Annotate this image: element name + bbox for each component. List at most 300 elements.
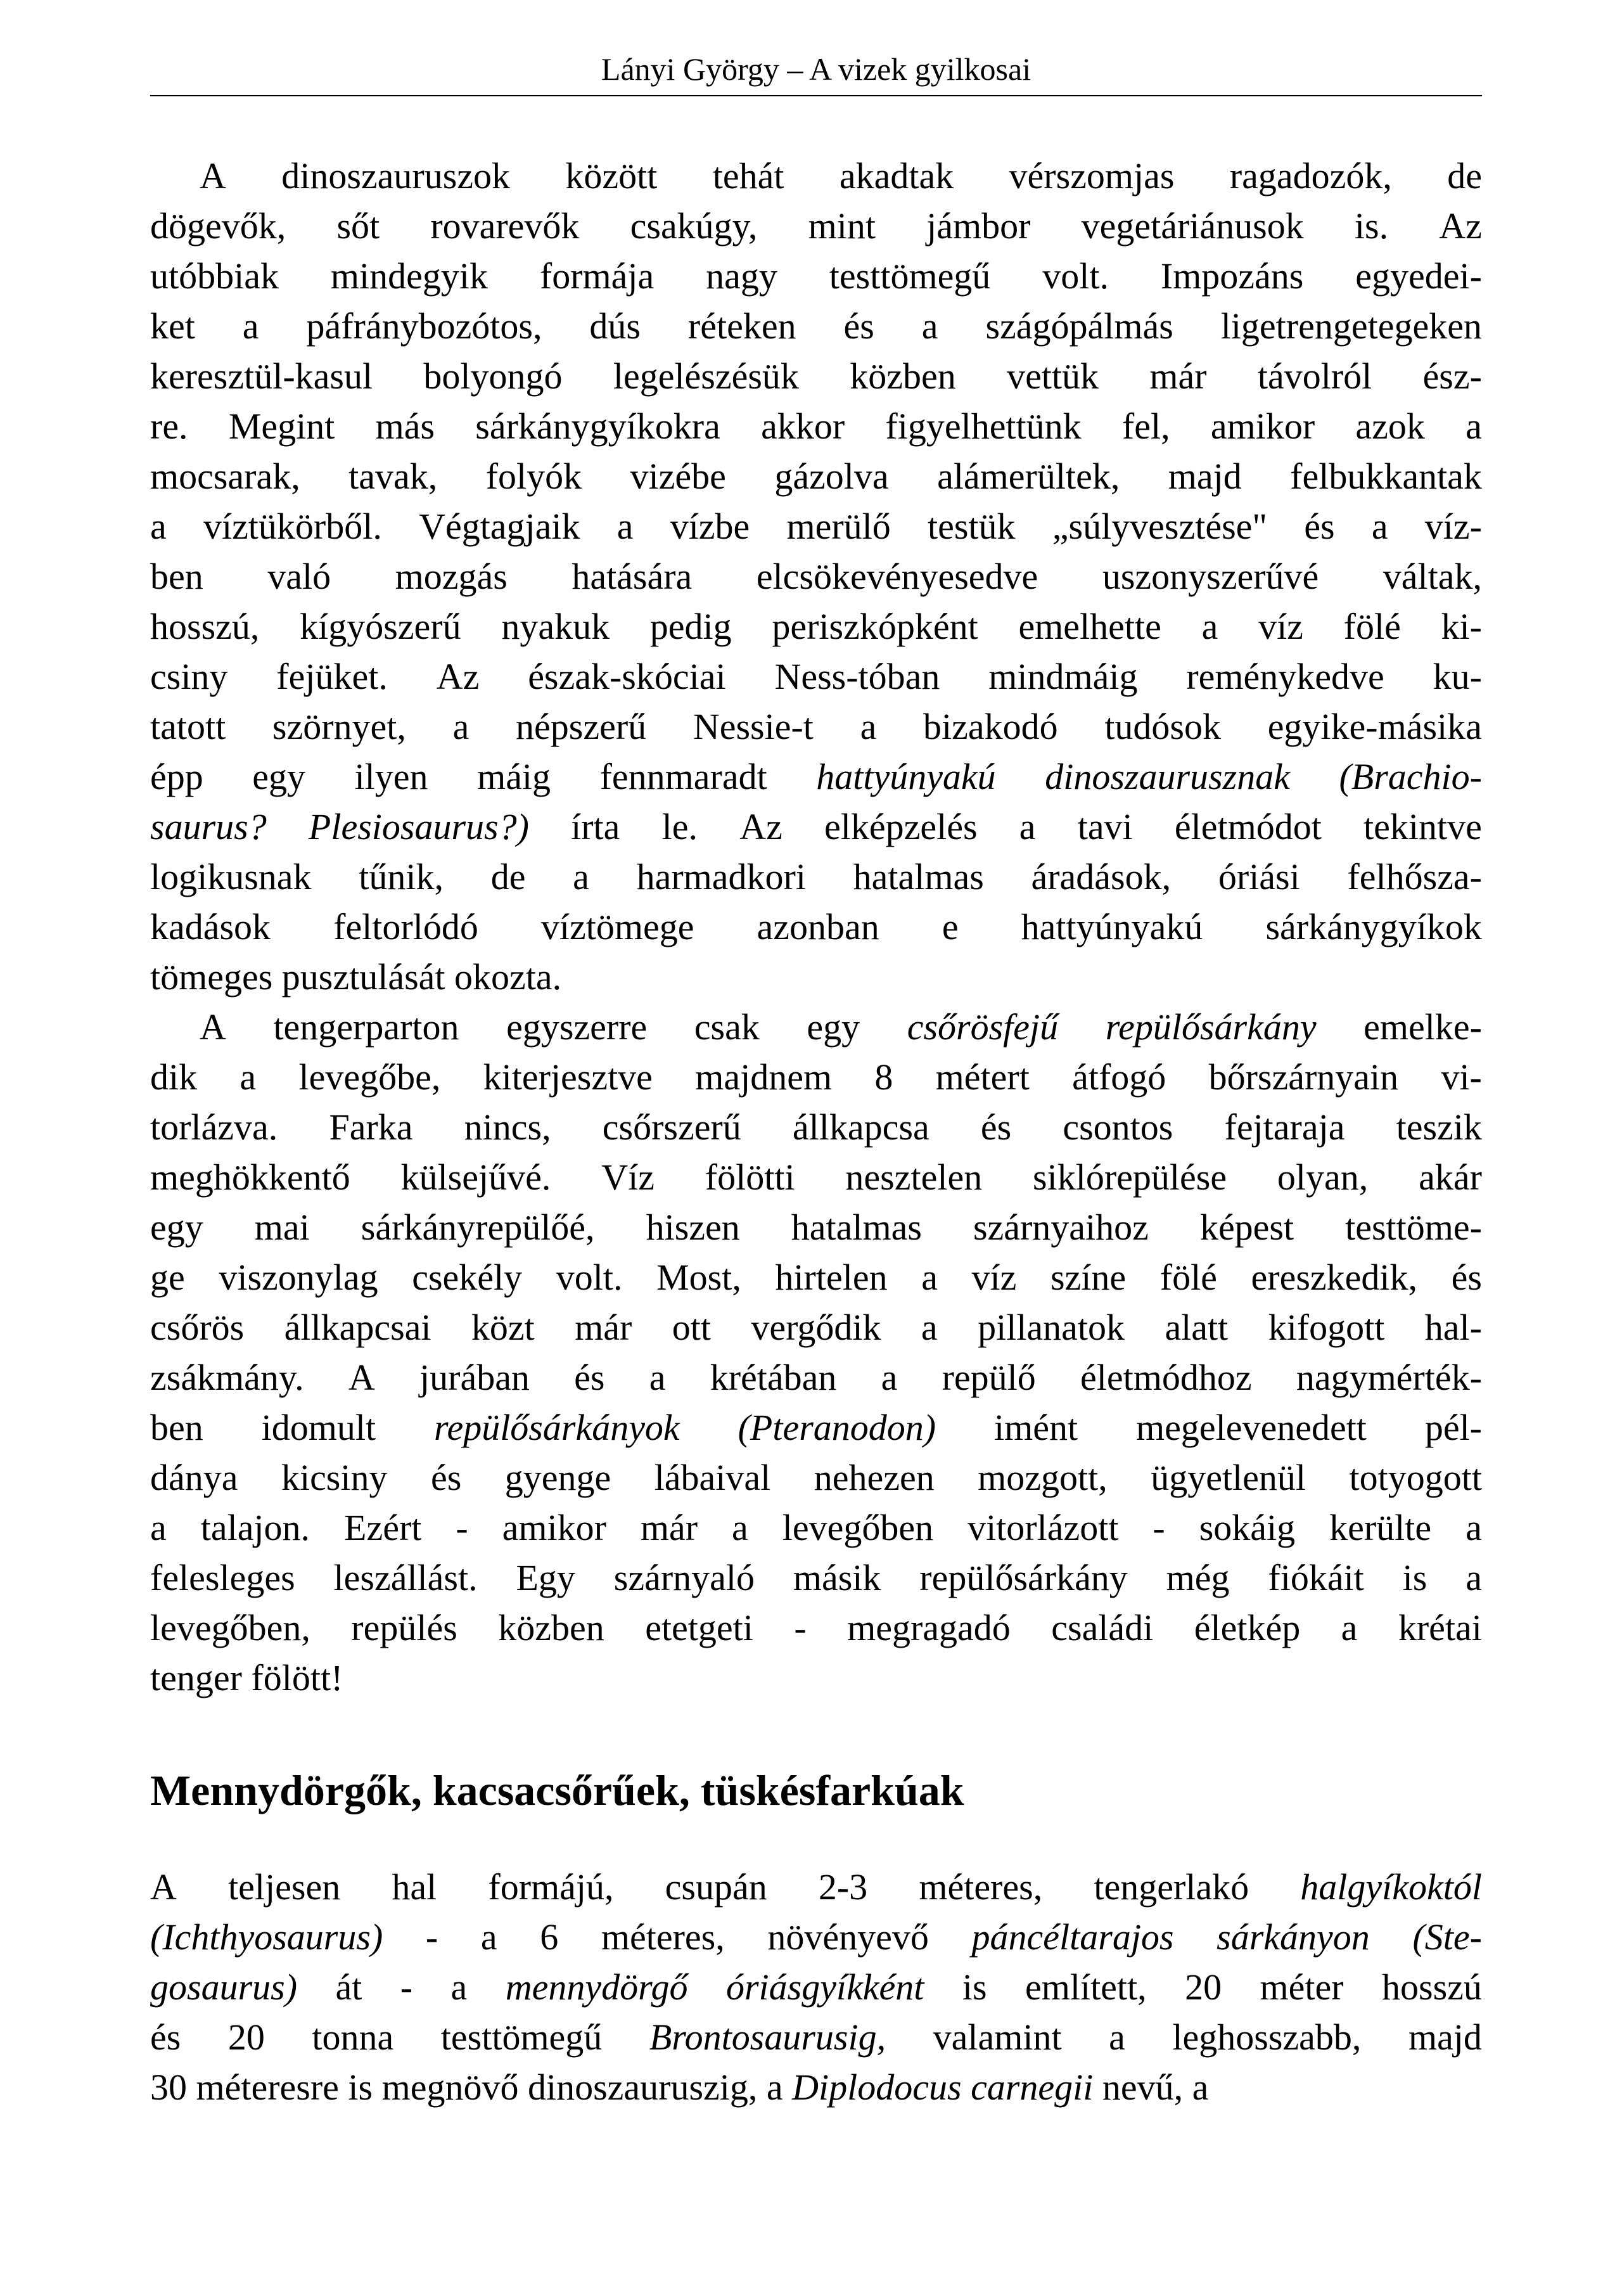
word: a xyxy=(150,506,167,547)
word: fel, xyxy=(1121,406,1170,447)
text-line xyxy=(150,1862,1482,1912)
word: áradások, xyxy=(1031,856,1172,897)
word: Végtagjaik xyxy=(419,506,580,547)
text-line xyxy=(150,501,1482,551)
word: még xyxy=(1166,1557,1230,1598)
word: A xyxy=(200,1006,226,1048)
word: tatott xyxy=(150,706,226,747)
word: kiterjesztve xyxy=(483,1056,653,1098)
word: dinoszauruszok xyxy=(281,155,511,196)
running-header: Lányi György – A vizek gyilkosai xyxy=(601,51,1031,87)
word: „súlyvesztése" xyxy=(1052,506,1268,547)
word: ereszkedik, xyxy=(1251,1257,1417,1298)
word: fölé xyxy=(1343,606,1401,647)
word: a xyxy=(732,1507,748,1548)
word: bolyongó xyxy=(423,356,563,397)
word: tömeges xyxy=(150,956,273,997)
text-line xyxy=(150,952,1482,1002)
word: és xyxy=(430,1457,462,1498)
word: csekély xyxy=(412,1257,523,1298)
word: távolról xyxy=(1257,356,1372,397)
word: tűnik, xyxy=(359,856,444,897)
word: formájú, xyxy=(488,1866,614,1908)
text-line xyxy=(150,752,1482,802)
word: torlázva. xyxy=(150,1106,278,1148)
word: már xyxy=(640,1507,698,1548)
word: pusztulását xyxy=(281,956,445,997)
word: bizakodó xyxy=(923,706,1058,747)
word: csakúgy, xyxy=(630,205,758,247)
word: és xyxy=(843,305,874,347)
word: vízbe xyxy=(670,506,750,547)
text-line xyxy=(150,852,1482,902)
word: szárnyaló xyxy=(613,1557,755,1598)
word: felbukkantak xyxy=(1290,456,1482,497)
word: merülő xyxy=(786,506,891,547)
word: totyogott xyxy=(1349,1457,1482,1498)
word: csupán xyxy=(665,1866,767,1908)
word: sőt xyxy=(336,205,380,247)
word: dinoszaurusznak xyxy=(1045,756,1290,797)
text-line xyxy=(150,1962,1482,2012)
word: levegőben, xyxy=(150,1607,310,1648)
word: rovarevők xyxy=(430,205,580,247)
word: le. xyxy=(661,806,698,847)
word: Víz xyxy=(601,1157,655,1198)
word: ket xyxy=(150,305,195,347)
word: nesztelen xyxy=(845,1157,983,1198)
word: siklórepülése xyxy=(1033,1157,1227,1198)
word: repülősárkányok xyxy=(434,1407,680,1448)
word: a xyxy=(921,1307,938,1348)
word: és xyxy=(150,2017,181,2058)
word: ész- xyxy=(1422,356,1482,397)
word: uszonyszerűvé xyxy=(1102,556,1319,597)
word: csontos xyxy=(1063,1106,1173,1148)
word: sárkányon xyxy=(1216,1916,1370,1958)
word: víz xyxy=(1258,606,1303,647)
word: leszállást. xyxy=(333,1557,478,1598)
text-line xyxy=(150,1102,1482,1152)
word: tavak, xyxy=(348,456,438,497)
word: ragadozók, xyxy=(1229,155,1392,196)
word: hosszú, xyxy=(150,606,260,647)
word: jámbor xyxy=(926,205,1031,247)
word: emelke- xyxy=(1363,1006,1482,1048)
word: A xyxy=(200,155,226,196)
word: a xyxy=(239,1056,257,1098)
word: elcsökevényesedve xyxy=(756,556,1038,597)
word: legelészésük xyxy=(613,356,799,397)
word: fölött! xyxy=(251,1657,343,1698)
word: - xyxy=(794,1607,807,1648)
word: már xyxy=(575,1307,632,1348)
word: óriási xyxy=(1218,856,1300,897)
word: a xyxy=(1371,506,1388,547)
text-line xyxy=(150,551,1482,601)
word: felesleges xyxy=(150,1557,295,1598)
word: egyike-másika xyxy=(1267,706,1482,747)
word: folyók xyxy=(485,456,582,497)
word: alatt xyxy=(1165,1307,1229,1348)
word: megelevenedett xyxy=(1136,1407,1367,1448)
word: vizébe xyxy=(630,456,726,497)
word: említett, xyxy=(1025,1966,1147,2008)
word: lábaival xyxy=(654,1457,771,1498)
word: vitorlázott xyxy=(967,1507,1119,1548)
word: hal- xyxy=(1424,1307,1482,1348)
word: pél- xyxy=(1424,1407,1482,1448)
word: akkor xyxy=(761,406,845,447)
word: dinoszauruszig, xyxy=(527,2067,758,2108)
word: amikor xyxy=(1210,406,1315,447)
word: Egy xyxy=(516,1557,575,1598)
word: ben xyxy=(150,556,203,597)
word: kadások xyxy=(150,906,271,947)
text-line xyxy=(150,1052,1482,1102)
word: métert xyxy=(935,1056,1030,1098)
text-line xyxy=(150,1152,1482,1202)
word: ott xyxy=(672,1307,711,1348)
word: dús xyxy=(589,305,641,347)
word: Az xyxy=(436,656,480,697)
word: páfránybozótos, xyxy=(306,305,542,347)
word: átfogó xyxy=(1072,1056,1166,1098)
word: ku- xyxy=(1433,656,1482,697)
word: csőrszerű xyxy=(602,1106,741,1148)
word: - xyxy=(1153,1507,1165,1548)
word: nevű, xyxy=(1102,2067,1184,2108)
word: nagymérték- xyxy=(1296,1357,1482,1398)
word: méteres, xyxy=(601,1916,725,1958)
word: szörnyet, xyxy=(272,706,406,747)
word: akadtak xyxy=(839,155,954,196)
word: egyedei- xyxy=(1355,255,1482,297)
word: víztükörből. xyxy=(203,506,382,547)
word: képest xyxy=(1199,1207,1294,1248)
word: repülősárkány xyxy=(919,1557,1128,1598)
word: mindmáig xyxy=(988,656,1138,697)
word: Az xyxy=(739,806,782,847)
word: 2-3 xyxy=(818,1866,868,1908)
word: a xyxy=(1109,2017,1125,2058)
word: a xyxy=(242,305,259,347)
word: zsákmány. xyxy=(150,1357,304,1398)
word: imént xyxy=(994,1407,1078,1448)
word: vettük xyxy=(1007,356,1099,397)
word: életmódhoz xyxy=(1080,1357,1252,1398)
word: csiny xyxy=(150,656,228,697)
word: réteken xyxy=(687,305,796,347)
word: egy xyxy=(150,1207,203,1248)
word: harmadkori xyxy=(636,856,806,897)
word: majdnem xyxy=(695,1056,833,1098)
word: tonna xyxy=(312,2017,394,2058)
word: nagy xyxy=(706,255,777,297)
word: egyszerre xyxy=(506,1006,648,1048)
word: is. xyxy=(1354,205,1389,247)
word: páncéltarajos xyxy=(971,1916,1174,1958)
word: 30 xyxy=(150,2067,187,2108)
word: valamint xyxy=(933,2017,1062,2058)
word: hirtelen xyxy=(775,1257,888,1298)
word: is xyxy=(348,2067,373,2108)
word: a xyxy=(452,706,469,747)
word: akár xyxy=(1419,1157,1482,1198)
text-line xyxy=(150,601,1482,651)
text-line xyxy=(150,251,1482,301)
word: között xyxy=(565,155,658,196)
word: Farka xyxy=(329,1106,413,1148)
word: hatására xyxy=(572,556,693,597)
word: másik xyxy=(793,1557,881,1598)
word: szágópálmás xyxy=(985,305,1173,347)
text-line xyxy=(150,1202,1482,1252)
word: a xyxy=(921,305,938,347)
paragraph-pterosaur xyxy=(150,1002,1482,1703)
word: etetgeti xyxy=(645,1607,753,1648)
text-line xyxy=(150,2012,1482,2062)
word: repülősárkány xyxy=(1105,1006,1317,1048)
word: megragadó xyxy=(847,1607,1011,1648)
word: mindegyik xyxy=(330,255,488,297)
word: színe xyxy=(1050,1257,1127,1298)
text-line xyxy=(150,1352,1482,1402)
word: levegőbe, xyxy=(298,1056,441,1098)
word: Plesiosaurus?) xyxy=(308,806,529,847)
word: emelhette xyxy=(1018,606,1161,647)
text-line xyxy=(150,1553,1482,1603)
word: hatalmas xyxy=(853,856,984,897)
word: dik xyxy=(150,1056,198,1098)
word: vegetáriánusok xyxy=(1081,205,1304,247)
header-rule xyxy=(150,95,1482,96)
paragraph-giant-dinosaurs xyxy=(150,1862,1482,2112)
word: a xyxy=(573,856,589,897)
text-line xyxy=(150,151,1482,201)
word: a xyxy=(1341,1607,1358,1648)
word: a xyxy=(1466,1507,1482,1548)
word: Nessie-t xyxy=(693,706,814,747)
word: tavi xyxy=(1077,806,1133,847)
word: 20 xyxy=(1185,1966,1222,2008)
word: (Ichthyosaurus) xyxy=(150,1916,383,1958)
word: fölötti xyxy=(705,1157,795,1198)
word: fölé xyxy=(1159,1257,1217,1298)
text-line xyxy=(150,1453,1482,1503)
word: idomult xyxy=(261,1407,376,1448)
word: és xyxy=(574,1357,605,1398)
word: csőrös xyxy=(150,1307,245,1348)
word: át xyxy=(335,1966,362,2008)
word: állkapcsa xyxy=(792,1106,929,1148)
word: Ness-tóban xyxy=(774,656,940,697)
word: a xyxy=(1466,406,1482,447)
word: - xyxy=(400,1966,413,2008)
word: méteres, xyxy=(919,1866,1043,1908)
word: csak xyxy=(694,1006,760,1048)
word: írta xyxy=(571,806,620,847)
word: viszonylag xyxy=(219,1257,378,1298)
word: A xyxy=(348,1357,375,1398)
word: amikor xyxy=(502,1507,606,1548)
word: gázolva xyxy=(774,456,889,497)
word: elképzelés xyxy=(824,806,978,847)
word: más xyxy=(375,406,435,447)
word: a xyxy=(150,1507,167,1548)
word: figyelhettünk xyxy=(885,406,1082,447)
word: a xyxy=(616,506,634,547)
word: tengerlakó xyxy=(1094,1866,1249,1908)
word: testtöme- xyxy=(1345,1207,1482,1248)
word: vérszomjas xyxy=(1009,155,1175,196)
word: kerülte xyxy=(1329,1507,1432,1548)
word: mozgás xyxy=(395,556,508,597)
word: azok xyxy=(1355,406,1425,447)
word: hatalmas xyxy=(791,1207,922,1248)
word: levegőben xyxy=(782,1507,934,1548)
section-spacer xyxy=(150,1703,1482,1763)
word: talajon. xyxy=(200,1507,310,1548)
word: majd xyxy=(1168,456,1242,497)
word: krétában xyxy=(710,1357,837,1398)
word: gosaurus) xyxy=(150,1966,298,2008)
word: alámerültek, xyxy=(937,456,1120,497)
text-line xyxy=(150,902,1482,952)
word: fejtaraja xyxy=(1224,1106,1345,1148)
word: nincs, xyxy=(464,1106,551,1148)
word: olyan, xyxy=(1277,1157,1369,1198)
word: bőrszárnyain xyxy=(1208,1056,1399,1098)
text-line xyxy=(150,651,1482,702)
word: mocsarak, xyxy=(150,456,300,497)
book-page xyxy=(150,0,1482,2296)
word: és xyxy=(1451,1257,1482,1298)
word: ligetrengetegeken xyxy=(1220,305,1482,347)
text-line xyxy=(150,451,1482,501)
section-heading: Mennydörgők, kacsacsőrűek, tüskésfarkúak xyxy=(150,1766,964,1814)
word: ilyen xyxy=(354,756,428,797)
word: Impozáns xyxy=(1160,255,1304,297)
word: (Ste- xyxy=(1412,1916,1482,1958)
word: növényevő xyxy=(767,1916,929,1958)
word: életkép xyxy=(1194,1607,1301,1648)
text-line xyxy=(150,301,1482,351)
word: Most, xyxy=(656,1257,741,1298)
word: ge xyxy=(150,1257,185,1298)
word: a xyxy=(921,1257,938,1298)
word: kifogott xyxy=(1268,1307,1385,1348)
word: sárkányrepülőé, xyxy=(361,1207,595,1248)
word: csőrösfejű xyxy=(907,1006,1059,1048)
paragraph-dinosaur-diets xyxy=(150,151,1482,1002)
word: a xyxy=(649,1357,666,1398)
word: óriásgyíkként xyxy=(725,1966,924,2008)
word: víz xyxy=(971,1257,1017,1298)
text-line xyxy=(150,1402,1482,1453)
word: volt. xyxy=(1042,255,1109,297)
word: gyenge xyxy=(504,1457,611,1498)
word: a xyxy=(1466,1557,1482,1598)
word: Diplodocus xyxy=(792,2067,962,2108)
word: is xyxy=(1402,1557,1427,1598)
word: már xyxy=(1149,356,1207,397)
word: és xyxy=(1304,506,1335,547)
word: teszik xyxy=(1396,1106,1482,1148)
word: de xyxy=(1447,155,1482,196)
word: a xyxy=(450,1966,468,2008)
word: hal xyxy=(392,1866,437,1908)
word: méteresre xyxy=(196,2067,339,2108)
word: víz- xyxy=(1424,506,1482,547)
word: ben xyxy=(150,1407,203,1448)
word: kicsiny xyxy=(281,1457,388,1498)
text-line xyxy=(150,2062,1482,2112)
word: (Pteranodon) xyxy=(738,1407,936,1448)
word: Brontosaurusig, xyxy=(649,2017,886,2058)
text-line xyxy=(150,1002,1482,1052)
word: - xyxy=(456,1507,468,1548)
word: 6 xyxy=(540,1916,559,1958)
word: carnegii xyxy=(971,2067,1094,2108)
word: meghökkentő xyxy=(150,1157,350,1198)
word: és xyxy=(980,1106,1012,1148)
word: mennydörgő xyxy=(505,1966,688,2008)
word: formája xyxy=(539,255,655,297)
word: periszkópként xyxy=(772,606,978,647)
text-line xyxy=(150,1252,1482,1302)
word: szárnyaihoz xyxy=(973,1207,1149,1248)
word: megnövő xyxy=(381,2067,519,2108)
word: pedig xyxy=(649,606,732,647)
word: testtömegű xyxy=(829,255,991,297)
word: hiszen xyxy=(646,1207,740,1248)
word: fennmaradt xyxy=(599,756,767,797)
word: dánya xyxy=(150,1457,238,1498)
word: épp xyxy=(150,756,203,797)
word: 8 xyxy=(874,1056,893,1098)
page-body xyxy=(150,151,1482,2112)
word: népszerű xyxy=(516,706,647,747)
word: repülő xyxy=(942,1357,1036,1398)
word: teljesen xyxy=(228,1866,341,1908)
word: közben xyxy=(850,356,956,397)
word: észak-skóciai xyxy=(528,656,726,697)
word: egy xyxy=(252,756,306,797)
word: - xyxy=(425,1916,438,1958)
text-line xyxy=(150,1912,1482,1962)
word: vergődik xyxy=(751,1307,881,1348)
word: reménykedve xyxy=(1186,656,1384,697)
word: Ezért xyxy=(344,1507,422,1548)
word: életmódot xyxy=(1174,806,1322,847)
word: tudósok xyxy=(1104,706,1221,747)
word: (Brachio- xyxy=(1339,756,1482,797)
word: repülés xyxy=(351,1607,457,1648)
word: a xyxy=(860,706,877,747)
text-line xyxy=(150,1603,1482,1653)
word: a xyxy=(1192,2067,1209,2108)
word: utóbbiak xyxy=(150,255,279,297)
word: keresztül-kasul xyxy=(150,356,373,397)
word: mint xyxy=(808,205,876,247)
word: tenger xyxy=(150,1657,242,1698)
word: Megint xyxy=(228,406,335,447)
word: a xyxy=(480,1916,497,1958)
word: fejüket. xyxy=(276,656,388,697)
text-line xyxy=(150,1302,1482,1352)
word: azonban xyxy=(757,906,879,947)
